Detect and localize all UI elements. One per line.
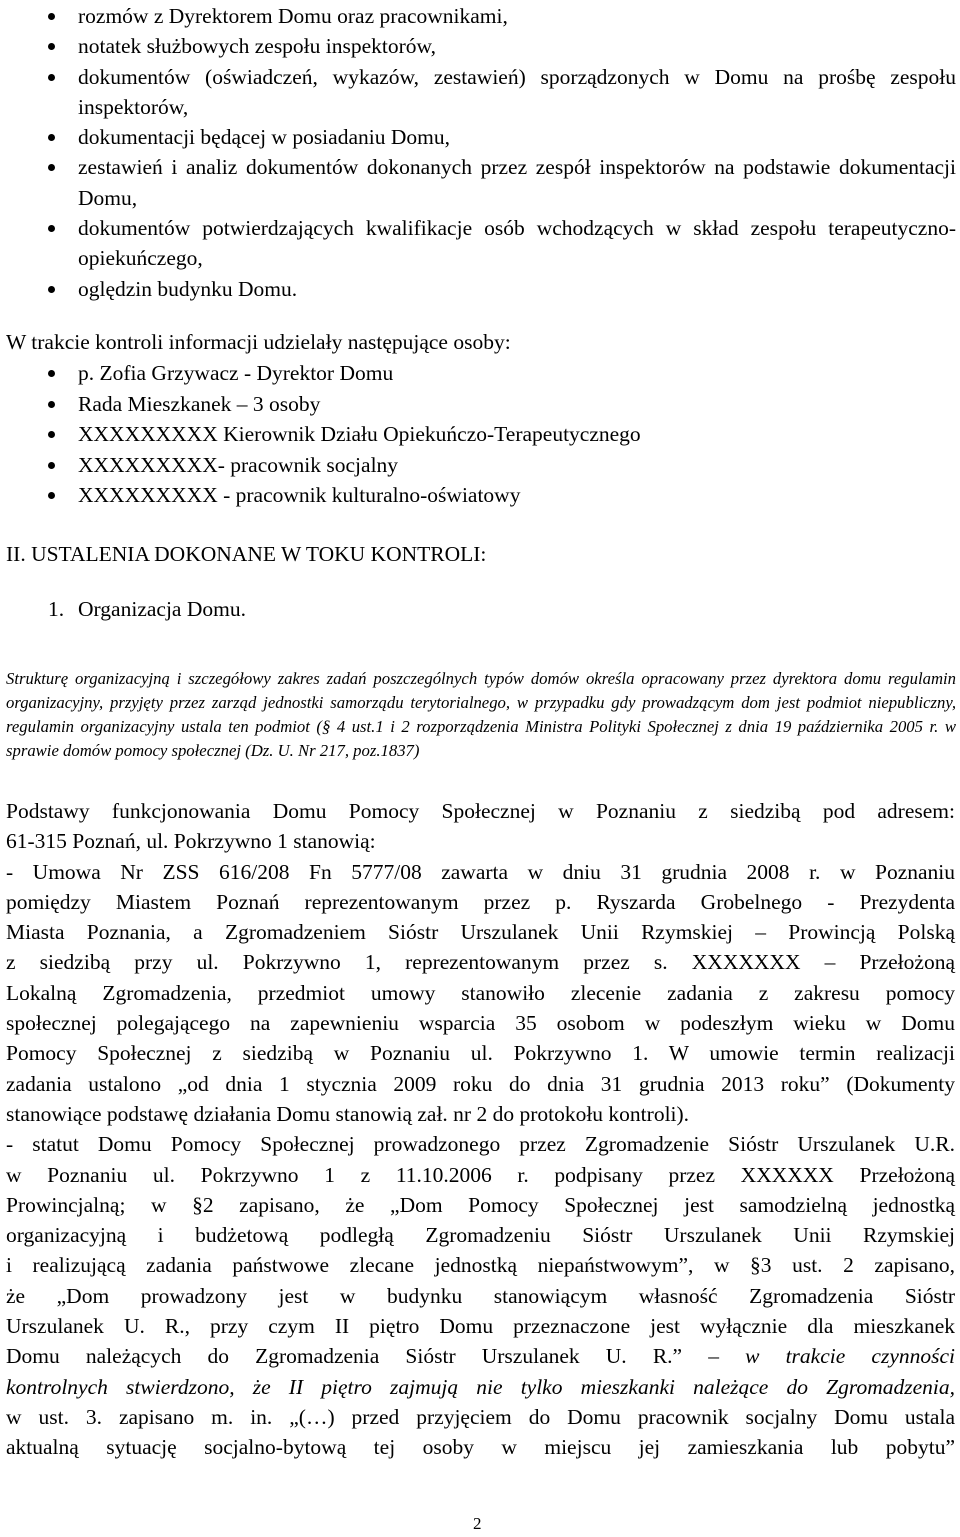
list-item: Rada Mieszkanek – 3 osoby	[0, 389, 960, 420]
subsection-number: 1.	[48, 597, 65, 621]
list-item: dokumentacji będącej w posiadaniu Domu,	[0, 122, 960, 152]
body-line: Pomocy Społecznej z siedzibą w Poznaniu ul. Pokrzywno 1. W umowie termin realizacji	[6, 1041, 955, 1066]
subsection-title: Organizacja Domu.	[78, 597, 246, 621]
body-line: Urszulanek U. R., przy czym II piętro Domu przeznaczone jest wyłącznie dla mieszkanek	[6, 1314, 955, 1339]
informants-intro: W trakcie kontroli informacji udzielały następujące osoby:	[6, 330, 511, 354]
list-item: notatek służbowych zespołu inspektorów,	[0, 31, 960, 61]
body-line: aktualną sytuację socjalno-bytową tej osoby w miejscu jej zamieszkania lub pobytu”	[6, 1435, 955, 1460]
body-line: pomiędzy Miastem Poznań reprezentowanym przez p. Ryszarda Grobelnego - Prezydenta	[6, 889, 955, 914]
body-text	[6, 796, 955, 1463]
body-line: zadania ustalono „od dnia 1 stycznia 2009 roku do dnia 31 grudnia 2013 roku” (Dokumenty	[6, 1071, 955, 1096]
italic-body-line: kontrolnych stwierdzono, że II piętro zajmują nie tylko mieszkanki należące do Zgromadzenia,	[6, 1374, 955, 1399]
list-item: XXXXXXXXX Kierownik Działu Opiekuńczo-Terapeutycznego	[0, 419, 960, 450]
body-line: Podstawy funkcjonowania Domu Pomocy Społecznej w Poznaniu z siedzibą pod adresem:	[6, 799, 955, 823]
body-line: Prowincjalną; w §2 zapisano, że „Dom Pomocy Społecznej jest samodzielną jednostką	[6, 1192, 955, 1217]
section-heading: II. USTALENIA DOKONANE W TOKU KONTROLI:	[6, 542, 487, 566]
body-line	[6, 1341, 955, 1371]
informants-list	[0, 358, 960, 511]
legal-note: Strukturę organizacyjną i szczegółowy zakres zadań poszczególnych typów domów określa opracowany przez dyrektora domu regulamin organizacyjny, przyjęty przez zarząd jednostki samorządu terytorialnego, w przypadku gdy prowadzącym dom jest podmiot niepubliczny, regulamin organizacyjny ustala ten podmiot (§ 4 ust.1 i 2 rozporządzenia Ministra Polityki Społecznej z dnia 19 października 2005 r. w sprawie domów pomocy społecznej (Dz. U. Nr 217, poz.1837)	[6, 668, 956, 761]
body-line: w Poznaniu ul. Pokrzywno 1 z 11.10.2006 r. podpisany przez XXXXXX Przełożoną	[6, 1162, 955, 1187]
body-line: społecznej polegającego na zapewnieniu wsparcia 35 osobom w podeszłym wieku w Domu	[6, 1011, 955, 1036]
body-line: 61-315 Poznań, ul. Pokrzywno 1 stanowią:	[6, 829, 376, 854]
list-item: p. Zofia Grzywacz - Dyrektor Domu	[0, 358, 960, 389]
body-line: - Umowa Nr ZSS 616/208 Fn 5777/08 zawarta w dniu 31 grudnia 2008 r. w Poznaniu	[6, 859, 955, 884]
page-number: 2	[473, 1514, 482, 1533]
body-line: Lokalną Zgromadzenia, przedmiot umowy stanowiło zlecenie zadania z zakresu pomocy	[6, 980, 955, 1005]
body-line: stanowiące podstawę działania Domu stanowią zał. nr 2 do protokołu kontroli).	[6, 1101, 690, 1126]
body-line: organizacyjną i budżetową podległą Zgromadzeniu Sióstr Urszulanek Unii Rzymskiej	[6, 1223, 955, 1248]
body-line: i realizującą zadania państwowe zlecane jednostką niepaństwowym”, w §3 ust. 2 zapisano,	[6, 1253, 955, 1278]
body-line: z siedzibą przy ul. Pokrzywno 1, reprezentowanym przez s. XXXXXXX – Przełożoną	[6, 950, 955, 975]
body-line-segment: Domu należących do Zgromadzenia Sióstr Urszulanek U. R.” –	[6, 1344, 746, 1369]
inspection-sources-list	[0, 1, 960, 304]
body-line: że „Dom prowadzony jest w budynku stanowiącym własność Zgromadzenia Sióstr	[6, 1283, 955, 1308]
list-item: XXXXXXXXX- pracownik socjalny	[0, 450, 960, 481]
list-item: zestawień i analiz dokumentów dokonanych przez zespół inspektorów na podstawie dokumentacji Domu,	[0, 152, 960, 213]
list-item: dokumentów (oświadczeń, wykazów, zestawień) sporządzonych w Domu na prośbę zespołu inspektorów,	[0, 62, 960, 123]
body-line: w ust. 3. zapisano m. in. „(…) przed przyjęciem do Domu pracownik socjalny Domu ustala	[6, 1404, 955, 1429]
italic-fragment: w trakcie czynności	[745, 1344, 955, 1369]
list-item: XXXXXXXXX - pracownik kulturalno-oświatowy	[0, 480, 960, 511]
body-line: - statut Domu Pomocy Społecznej prowadzonego przez Zgromadzenie Sióstr Urszulanek U.R.	[6, 1132, 955, 1157]
list-item: oględzin budynku Domu.	[0, 274, 960, 304]
list-item: rozmów z Dyrektorem Domu oraz pracownikami,	[0, 1, 960, 31]
list-item: dokumentów potwierdzających kwalifikacje osób wchodzących w skład zespołu terapeutyczno-opiekuńczego,	[0, 213, 960, 274]
body-line: Miasta Poznania, a Zgromadzeniem Sióstr Urszulanek Unii Rzymskiej – Prowincją Polską	[6, 920, 955, 945]
